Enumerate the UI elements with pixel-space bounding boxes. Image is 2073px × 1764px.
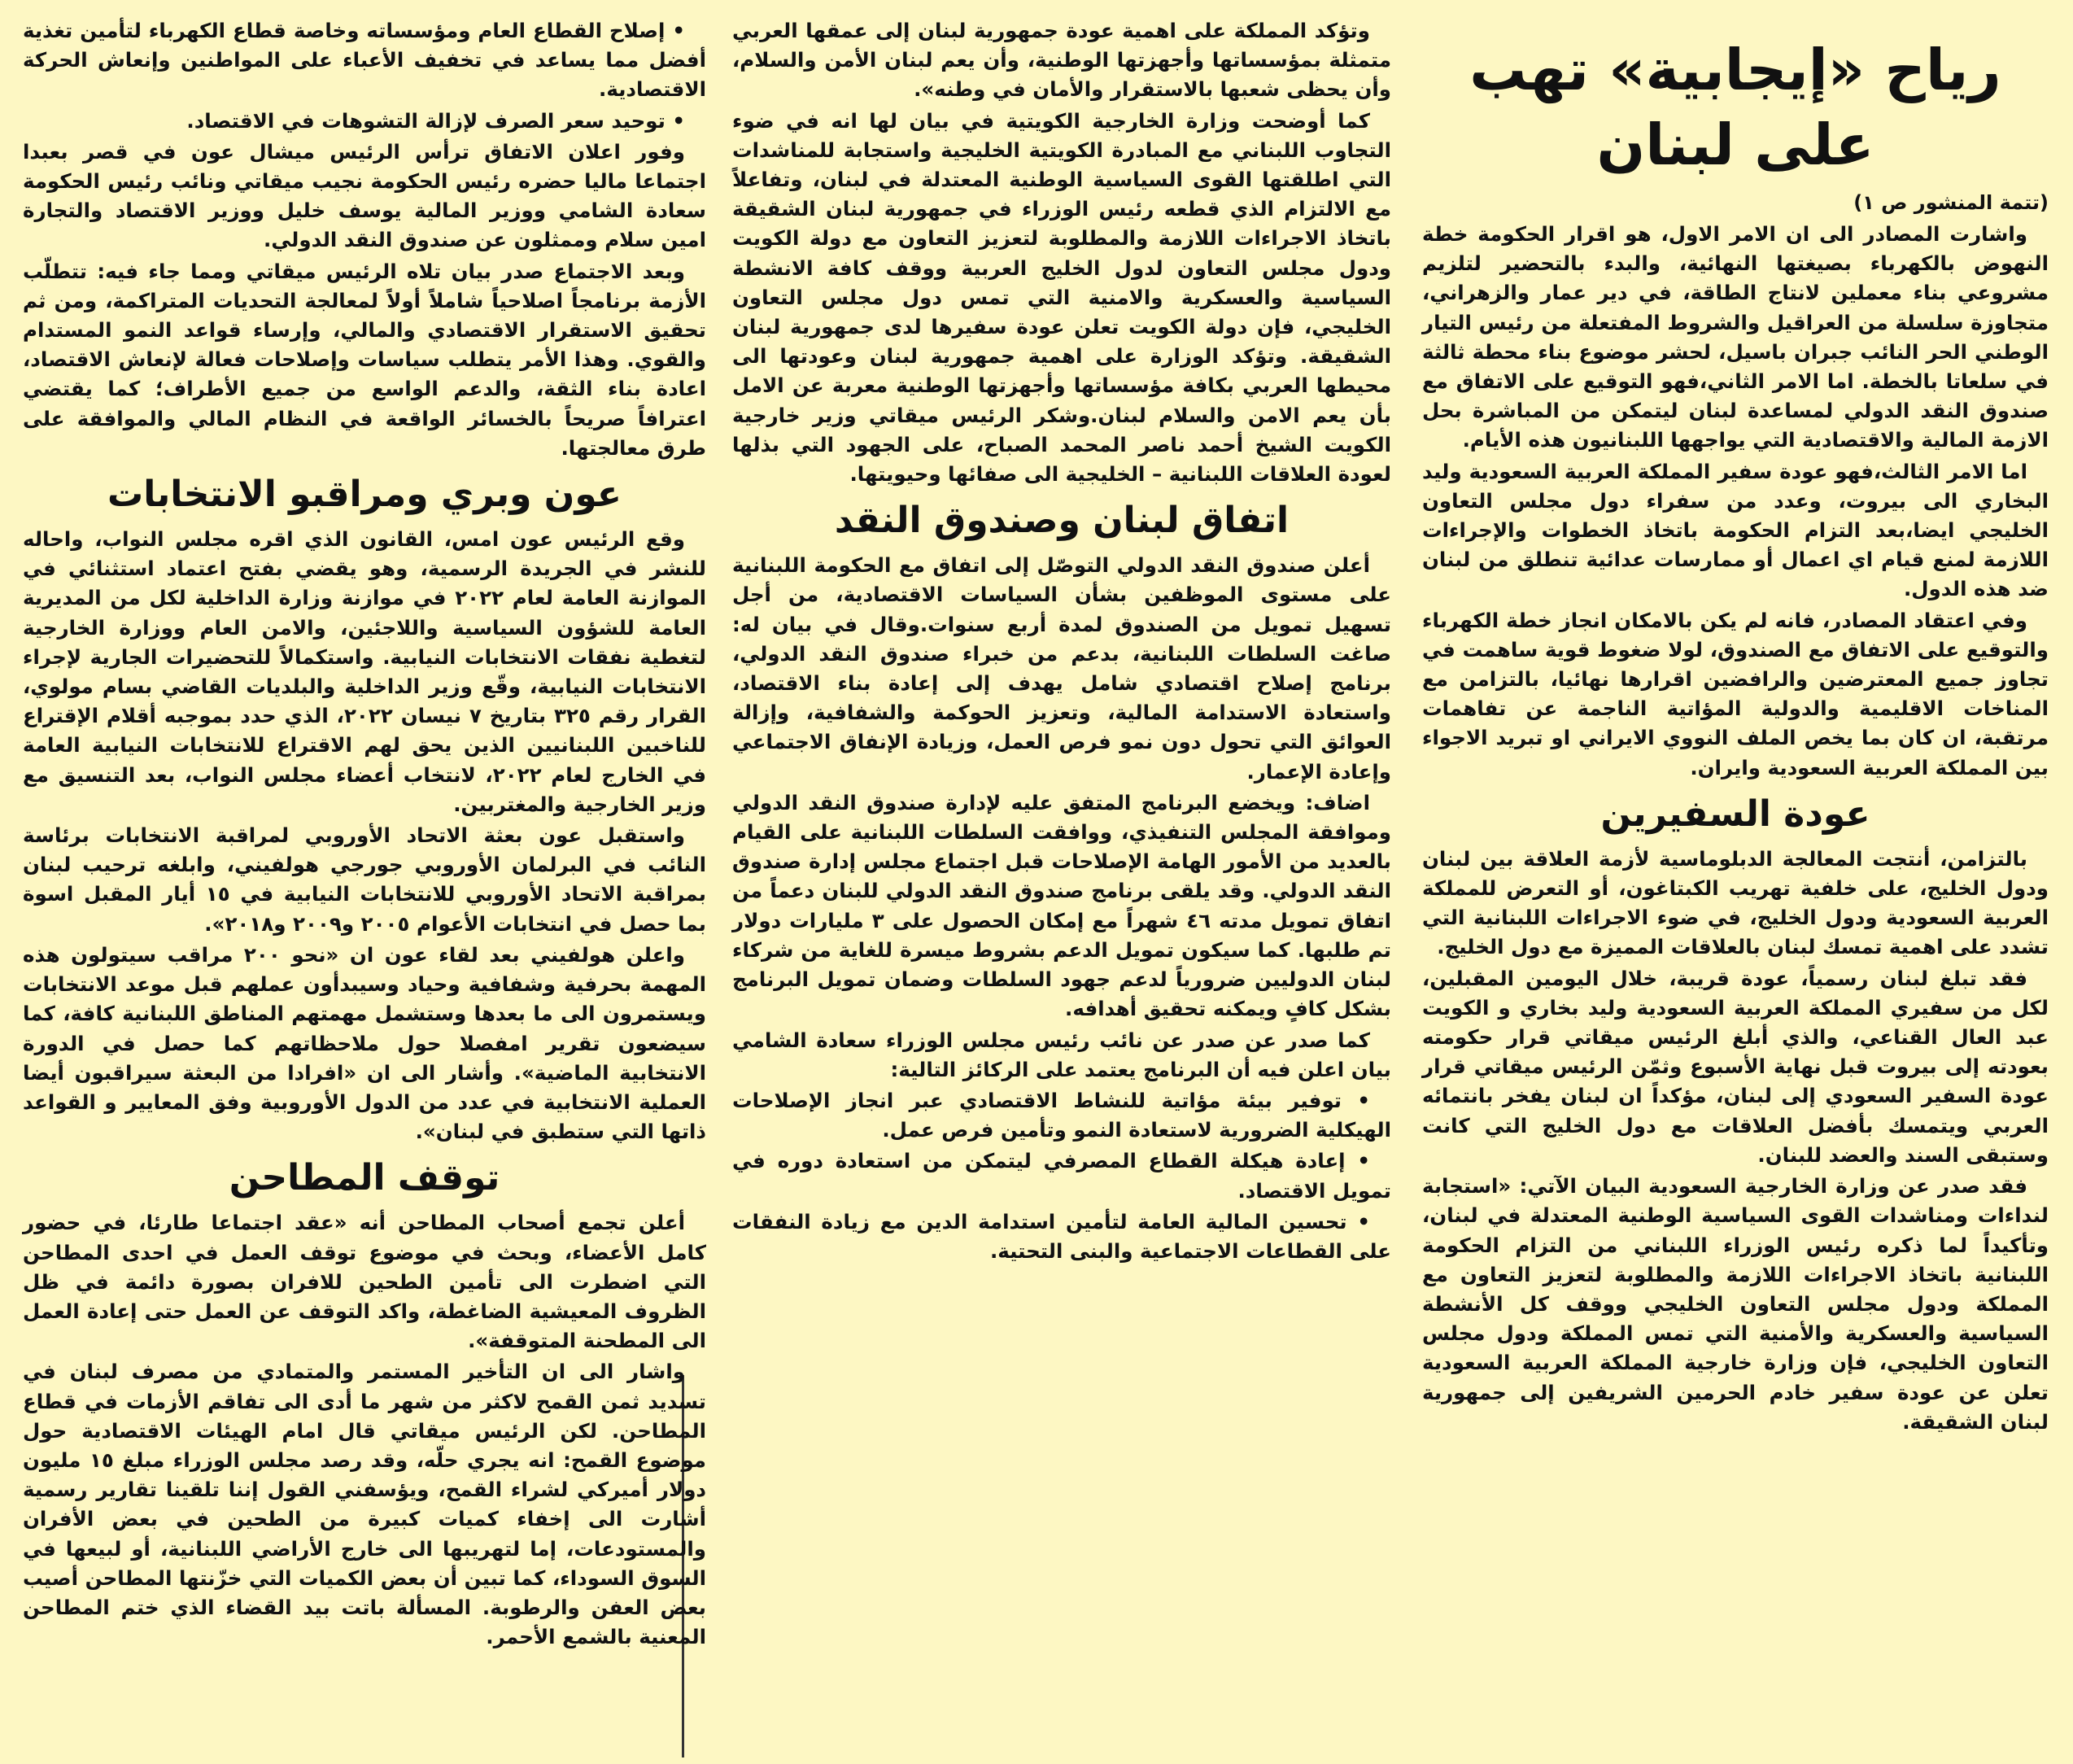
paragraph: اما الامر الثالث،فهو عودة سفير المملكة العربية السعودية وليد البخاري الى بيروت، وعدد من سفراء دول مجلس التعاون الخليجي ايضا،بعد التزام الحكومة باتخاذ الخطوات والإجراءات اللازمة لمنع قيام اي اعمال أو ممارسات عدائية تنطلق من لبنان ضد هذه الدول.: [1422, 459, 2049, 601]
paragraph: وفي اعتقاد المصادر، فانه لم يكن بالامكان انجاز خطة الكهرباء والتوقيع على الاتفاق مع الصندوق، لولا ضغوط قوية ساهمت في تجاوز جميع المعترضين والرافضين اقرارها نهائيا، بالتزامن مع المناخات الاقليمية والدولية المؤاتية الناجمة عن تفاهمات مرتقبة، ان كان بما يخص الملف النووي الايراني او تبريد الاجواء بين المملكة العربية السعودية وايران.: [1422, 608, 2049, 779]
bullet-item: • إصلاح القطاع العام ومؤسساته وخاصة قطاع الكهرباء لتأمين تغذية أفضل مما يساعد في تخفيف الأعباء على المواطنين وإنعاش الحركة الاقتصادية.: [23, 19, 706, 102]
paragraph: فقد تبلغ لبنان رسمياً، عودة قريبة، خلال اليومين المقبلين، لكل من سفيري المملكة العربية السعودية وليد بخاري و الكويت عبد العال القناعي، والذي أبلغ الرئيس ميقاتي قرار حكومته بعودته إلى بيروت قبل نهاية الأسبوع وثمّن الرئيس ميقاتي قرار عودة السفير السعودي إلى لبنان، مؤكداً ان لبنان يفخر بانتمائه العربي ويتمسك بأفضل العلاقات مع دول الخليج التي كانت وستبقى السند والعضد للبنان.: [1422, 966, 2049, 1167]
paragraph: واستقبل عون بعثة الاتحاد الأوروبي لمراقبة الانتخابات برئاسة النائب في البرلمان الأوروبي جورجي هولفيني، وابلغه ترحيب لبنان بمراقبة الاتحاد الأوروبي للانتخابات النيابية في ١٥ أيار المقبل اسوة بما حصل في انتخابات الأعوام ٢٠٠٥ و٢٠٠٩ و٢٠١٨».: [23, 823, 706, 936]
paragraph: بالتزامن، أنتجت المعالجة الدبلوماسية لأزمة العلاقة بين لبنان ودول الخليج، على خلفية تهريب الكبتاغون، أو التعرض للمملكة العربية السعودية ودول الخليج، في ضوء الاجراءات اللبنانية التي تشدد على اهمية تمسك لبنان بالعلاقات المميزة مع دول الخليج.: [1422, 846, 2049, 959]
bullet-item: • توفير بيئة مؤاتية للنشاط الاقتصادي عبر انجاز الإصلاحات الهيكلية الضرورية لاستعادة النمو وتأمين فرص عمل.: [732, 1088, 1391, 1142]
paragraph: وقع الرئيس عون امس، القانون الذي اقره مجلس النواب، واحاله للنشر في الجريدة الرسمية، وهو يقضي بفتح اعتماد استثنائي في الموازنة العامة لعام ٢٠٢٢ في موازنة وزارة الداخلية لكل من المديرية العامة للشؤون السياسية واللاجئين، والامن العام ووزارة الخارجية لتغطية نفقات الانتخابات النيابية. واستكمالاً للتحضيرات الجارية لإجراء الانتخابات النيابية، وقّع وزير الداخلية والبلديات القاضي بسام مولوي، القرار رقم ٣٢٥ بتاريخ ٧ نيسان ٢٠٢٢، الذي حدد بموجبه أقلام الإقتراع للناخبين اللبنانيين الذين يحق لهم الاقتراع للانتخابات النيابية العامة في الخارج لعام ٢٠٢٢، لانتخاب أعضاء مجلس النواب، بعد التنسيق مع وزير الخارجية والمغتربين.: [23, 527, 706, 816]
section-heading: عودة السفيرين: [1600, 792, 1870, 835]
column-left: [23, 16, 706, 1653]
paragraph: كما صدر عن صدر عن نائب رئيس مجلس الوزراء سعادة الشامي بيان اعلن فيه أن البرنامج يعتمد على الركائز التالية:: [732, 1028, 1391, 1081]
bullet-item: • إعادة هيكلة القطاع المصرفي ليتمكن من استعادة دوره في تمويل الاقتصاد.: [732, 1149, 1391, 1203]
paragraph: أعلن تجمع أصحاب المطاحن أنه «عقد اجتماعا طارئا، في حضور كامل الأعضاء، وبحث في موضوع توقف العمل في احدى المطاحن التي اضطرت الى تأمين الطحين للافران بصورة دائمة في ظل الظروف المعيشية الضاغطة، واكد التوقف عن العمل حتى إعادة العمل الى المطحنة المتوقفة».: [23, 1211, 706, 1353]
paragraph: اضاف: ويخضع البرنامج المتفق عليه لإدارة صندوق النقد الدولي وموافقة المجلس التنفيذي، ووافقت السلطات اللبنانية على القيام بالعديد من الأمور الهامة الإصلاحات قبل اجتماع مجلس إدارة صندوق النقد الدولي. وقد يلقى برنامج صندوق النقد الدولي للبنان دعماً من اتفاق تمويل مدته ٤٦ شهراً مع إمكان الحصول على ٣ مليارات دولار تم طلبها. كما سيكون تمويل الدعم بشروط ميسرة للغاية من شركاء لبنان الدوليين ضرورياً لدعم جهود السلطات وضمان تمويل البرنامج بشكل كافٍ ويمكنه تحقيق أهدافه.: [732, 790, 1392, 1021]
continuation-note: (تتمة المنشور ص ١): [1853, 191, 2049, 214]
paragraph: وتؤكد المملكة على اهمية عودة جمهورية لبنان إلى عمقها العربي متمثلة بمؤسساتها وأجهزتها الوطنية، وأن يعم لبنان الأمن والسلام، وأن يحظى شعبها بالاستقرار والأمان في وطنه».: [732, 19, 1391, 102]
main-headline: رياح «إيجابية» تهب على لبنان: [1469, 37, 2001, 178]
paragraph: فقد صدر عن وزارة الخارجية السعودية البيان الآتي: «استجابة لنداءات ومناشدات القوى السياسية الوطنية المعتدلة في لبنان، وتأكيداً لما ذكره رئيس الوزراء اللبناني من التزام الحكومة اللبنانية باتخاذ الاجراءات اللازمة والمطلوبة لتعزيز التعاون مع المملكة ودول مجلس التعاون الخليجي ووقف كل الأنشطة السياسية والعسكرية والأمنية التي تمس المملكة ودول مجلس التعاون الخليجي، فإن وزارة خارجية المملكة العربية السعودية تعلن عن عودة سفير خادم الحرمين الشريفين إلى جمهورية لبنان الشقيقة.: [1422, 1174, 2049, 1434]
paragraph: واعلن هولفيني بعد لقاء عون ان «نحو ٢٠٠ مراقب سيتولون هذه المهمة بحرفية وشفافية وحياد وسيبدأون عملهم قبل موعد الانتخابات ويستمرون الى ما بعدها وستشمل مهمتهم المناطق اللبنانية كافة، كما سيضعون تقرير امفصلا حول ملاحظاتهم كما حصل في الدورة الانتخابية الماضية». وأشار الى ان «افرادا من البعثة سيراقبون أيضا العملية الانتخابية في عدد من الدول الأوروبية وفق المعايير و القواعد ذاتها التي ستطبق في لبنان».: [23, 942, 706, 1144]
paragraph: كما أوضحت وزارة الخارجية الكويتية في بيان لها انه في ضوء التجاوب اللبناني مع المبادرة الكويتية الخليجية واستجابة للمناشدات التي اطلقتها القوى السياسية الوطنية المعتدلة في لبنان، وتفاعلاً مع الالتزام الذي قطعه رئيس الوزراء في جمهورية لبنان الشقيقة باتخاذ الاجراءات اللازمة والمطلوبة لتعزيز التعاون مع دولة الكويت ودول مجلس التعاون لدول الخليج العربية ووقف كافة الانشطة السياسية والعسكرية والامنية التي تمس دول مجلس التعاون الخليجي، فإن دولة الكويت تعلن عودة سفيرها لدى جمهورية لبنان الشقيقة. وتؤكد الوزارة على اهمية جمهورية لبنان وعودتها الى محيطها العربي بكافة مؤسساتها وأجهزتها الوطنية معربة عن الامل بأن يعم الامن والسلام لبنان.وشكر الرئيس ميقاتي وزير خارجية الكويت الشيخ أحمد ناصر المحمد الصباح، على الجهود التي بذلها لعودة العلاقات اللبنانية – الخليجية الى صفائها وحيويتها.: [732, 108, 1391, 487]
bullet-item: • توحيد سعر الصرف لإزالة التشوهات في الاقتصاد.: [186, 108, 685, 133]
paragraph: واشار الى ان التأخير المستمر والمتمادي من مصرف لبنان في تسديد ثمن القمح لاكثر من شهر ما أدى الى تفاقم الأزمات في قطاع المطاحن. لكن الرئيس ميقاتي قال امام الهيئات الاقتصادية حول موضوع القمح: انه يجري حلّه، وقد رصد مجلس الوزراء مبلغ ١٥ مليون دولار أميركي لشراء القمح، ويؤسفني القول إننا تلقينا تقارير رسمية أشارت الى إخفاء كميات كبيرة من الطحين في بعض الأفران والمستودعات، إما لتهريبها الى خارج الأراضي اللبنانية، أو لبيعها في السوق السوداء، كما تبين أن بعض الكميات التي خزّنتها المطاحن أصيب بعض العفن والرطوبة. المسألة باتت بيد القضاء الذي ختم المطاحن المعنية بالشمع الأحمر.: [23, 1360, 706, 1649]
column-middle: [732, 16, 1391, 1268]
section-heading: توقف المطاحن: [229, 1157, 500, 1199]
paragraph: وفور اعلان الاتفاق ترأس الرئيس ميشال عون في قصر بعبدا اجتماعا ماليا حضره رئيس الحكومة نجيب ميقاتي ونائب رئيس الحكومة سعادة الشامي ووزير المالية يوسف خليل ووزير الاقتصاد والتجارة امين سلام وممثلون عن صندوق النقد الدولي.: [23, 139, 706, 252]
column-right: [1422, 16, 2049, 1439]
paragraph: أعلن صندوق النقد الدولي التوصّل إلى اتفاق مع الحكومة اللبنانية على مستوى الموظفين بشأن السياسات الاقتصادية، من أجل تسهيل تمويل من الصندوق لمدة أربع سنوات.وقال في بيان له: صاغت السلطات اللبنانية، بدعم من خبراء صندوق النقد الدولي، برنامج إصلاح اقتصادي شامل يهدف إلى إعادة بناء الاقتصاد، واستعادة الاستدامة المالية، وتعزيز الحوكمة والشفافية، وإزالة العوائق التي تحول دون نمو فرص العمل، وزيادة الإنفاق الاجتماعي وإعادة الإعمار.: [732, 553, 1391, 784]
section-heading: اتفاق لبنان وصندوق النقد: [834, 500, 1290, 542]
paragraph: وبعد الاجتماع صدر بيان تلاه الرئيس ميقاتي ومما جاء فيه: تتطلّب الأزمة برنامجاً اصلاحياً شاملاً أولاً لمعالجة التحديات المتراكمة، ومن ثم تحقيق الاستقرار الاقتصادي والمالي، وإرساء قواعد النمو المستدام والقوي. وهذا الأمر يتطلب سياسات وإصلاحات فعالة لإنعاش الاقتصاد، اعادة بناء الثقة، والدعم الواسع من جميع الأطراف؛ كما يقتضي اعترافاً صريحاً بالخسائر الواقعة في النظام المالي والموافقة على طرق معالجتها.: [23, 259, 706, 460]
paragraph: واشارت المصادر الى ان الامر الاول، هو اقرار الحكومة خطة النهوض بالكهرباء بصيغتها النهائية، والبدء بالتحضير لتلزيم مشروعي بناء معملين لانتاج الطاقة، في دير عمار والزهراني، متجاوزة سلسلة من العراقيل والشروط المفتعلة من رئيس التيار الوطني الحر النائب جبران باسيل، لحشر موضوع بناء محطة ثالثة في سلعاتا بالخطة. اما الامر الثاني،فهو التوقيع على الاتفاق مع صندوق النقد الدولي لمساعدة لبنان ليتمكن من المباشرة بحل الازمة المالية والاقتصادية التي يواجهها اللبنانيون هذه الأيام.: [1422, 222, 2049, 452]
section-heading: عون وبري ومراقبو الانتخابات: [107, 474, 622, 516]
bullet-item: • تحسين المالية العامة لتأمين استدامة الدين مع زيادة النفقات على القطاعات الاجتماعية والبنى التحتية.: [732, 1209, 1391, 1263]
